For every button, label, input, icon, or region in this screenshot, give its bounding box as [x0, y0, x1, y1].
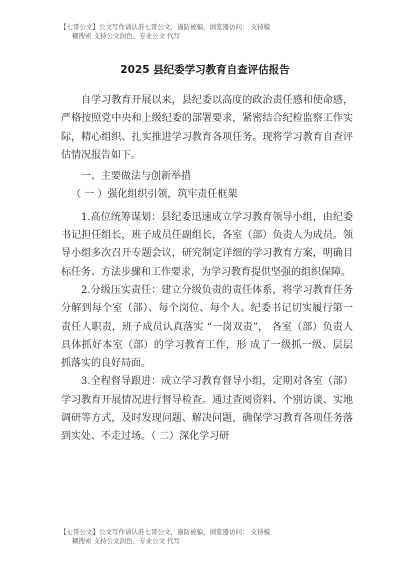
item-3-paragraph: 3.全程督导跟进：成立学习教育督导小组，定期对各室（部）学习教育开展情况进行督导检查。通过查阅资料、个别访谈、实地调研等方式，及时发现问题、解决问题，确保学习教育各项任务落到实处、不走过场。（ 二）深化学习研	[61, 376, 353, 443]
banner-bottom-line-1: 【七哥公文】公文写作请认准七哥公文，谨防被骗，浏览器访问： 支持模	[60, 528, 271, 536]
subsection-heading-1: （ 一 ）强化组织引领，筑牢责任框架	[71, 189, 238, 201]
document-body	[61, 92, 353, 447]
item-2-paragraph: 2.分级压实责任：建立分级负责的责任体系，将学习教育任务分解到每个室（部）、每个岗位、每个人。纪委书记切实履行第一责任人职责，班子成员认真落实 “一岗双责”， 各室（部）负责人具体抓好本室（部）的学习教育工作，形 成了一级抓一级、层层抓落实的良好局面。	[61, 284, 353, 370]
watermark-banner-top	[60, 23, 360, 41]
banner-top-line-1: 【七哥公文】公文写作请认准七哥公文，谨防被骗，浏览器访问： 支持模	[60, 23, 271, 31]
intro-paragraph: 自学习教育开展以来，县纪委以高度的政治责任感和使命感，严格按照党中央和上级纪委的部署要求，紧密结合纪检监察工作实际，精心组织、扎实推进学习教育各项任务。现将学习教育自查评估情况报告如下。	[61, 95, 353, 161]
watermark-banner-bottom	[60, 528, 360, 546]
banner-bottom-line-2: 糊搜索 支持公文润色、专业公文 代写	[72, 537, 181, 545]
item-1-paragraph: 1.高位统筹谋划：县纪委迅速成立学习教育领导小组，由纪委书记担任组长，班子成员任副组长，各室（部）负责人为成员。领导小组多次召开专题会议，研究制定详细的学习教育方案，明确目标任务、方法步骤和工作要求，为学习教育提供坚强的组织保障。	[61, 211, 353, 278]
document-title: 2025 县纪委学习教育自查评估报告	[120, 64, 290, 76]
banner-top-line-2: 糊搜索 支持公文润色、专业公文 代写	[72, 32, 181, 40]
section-heading-1: 一、主要做法与创新举措	[81, 171, 191, 183]
